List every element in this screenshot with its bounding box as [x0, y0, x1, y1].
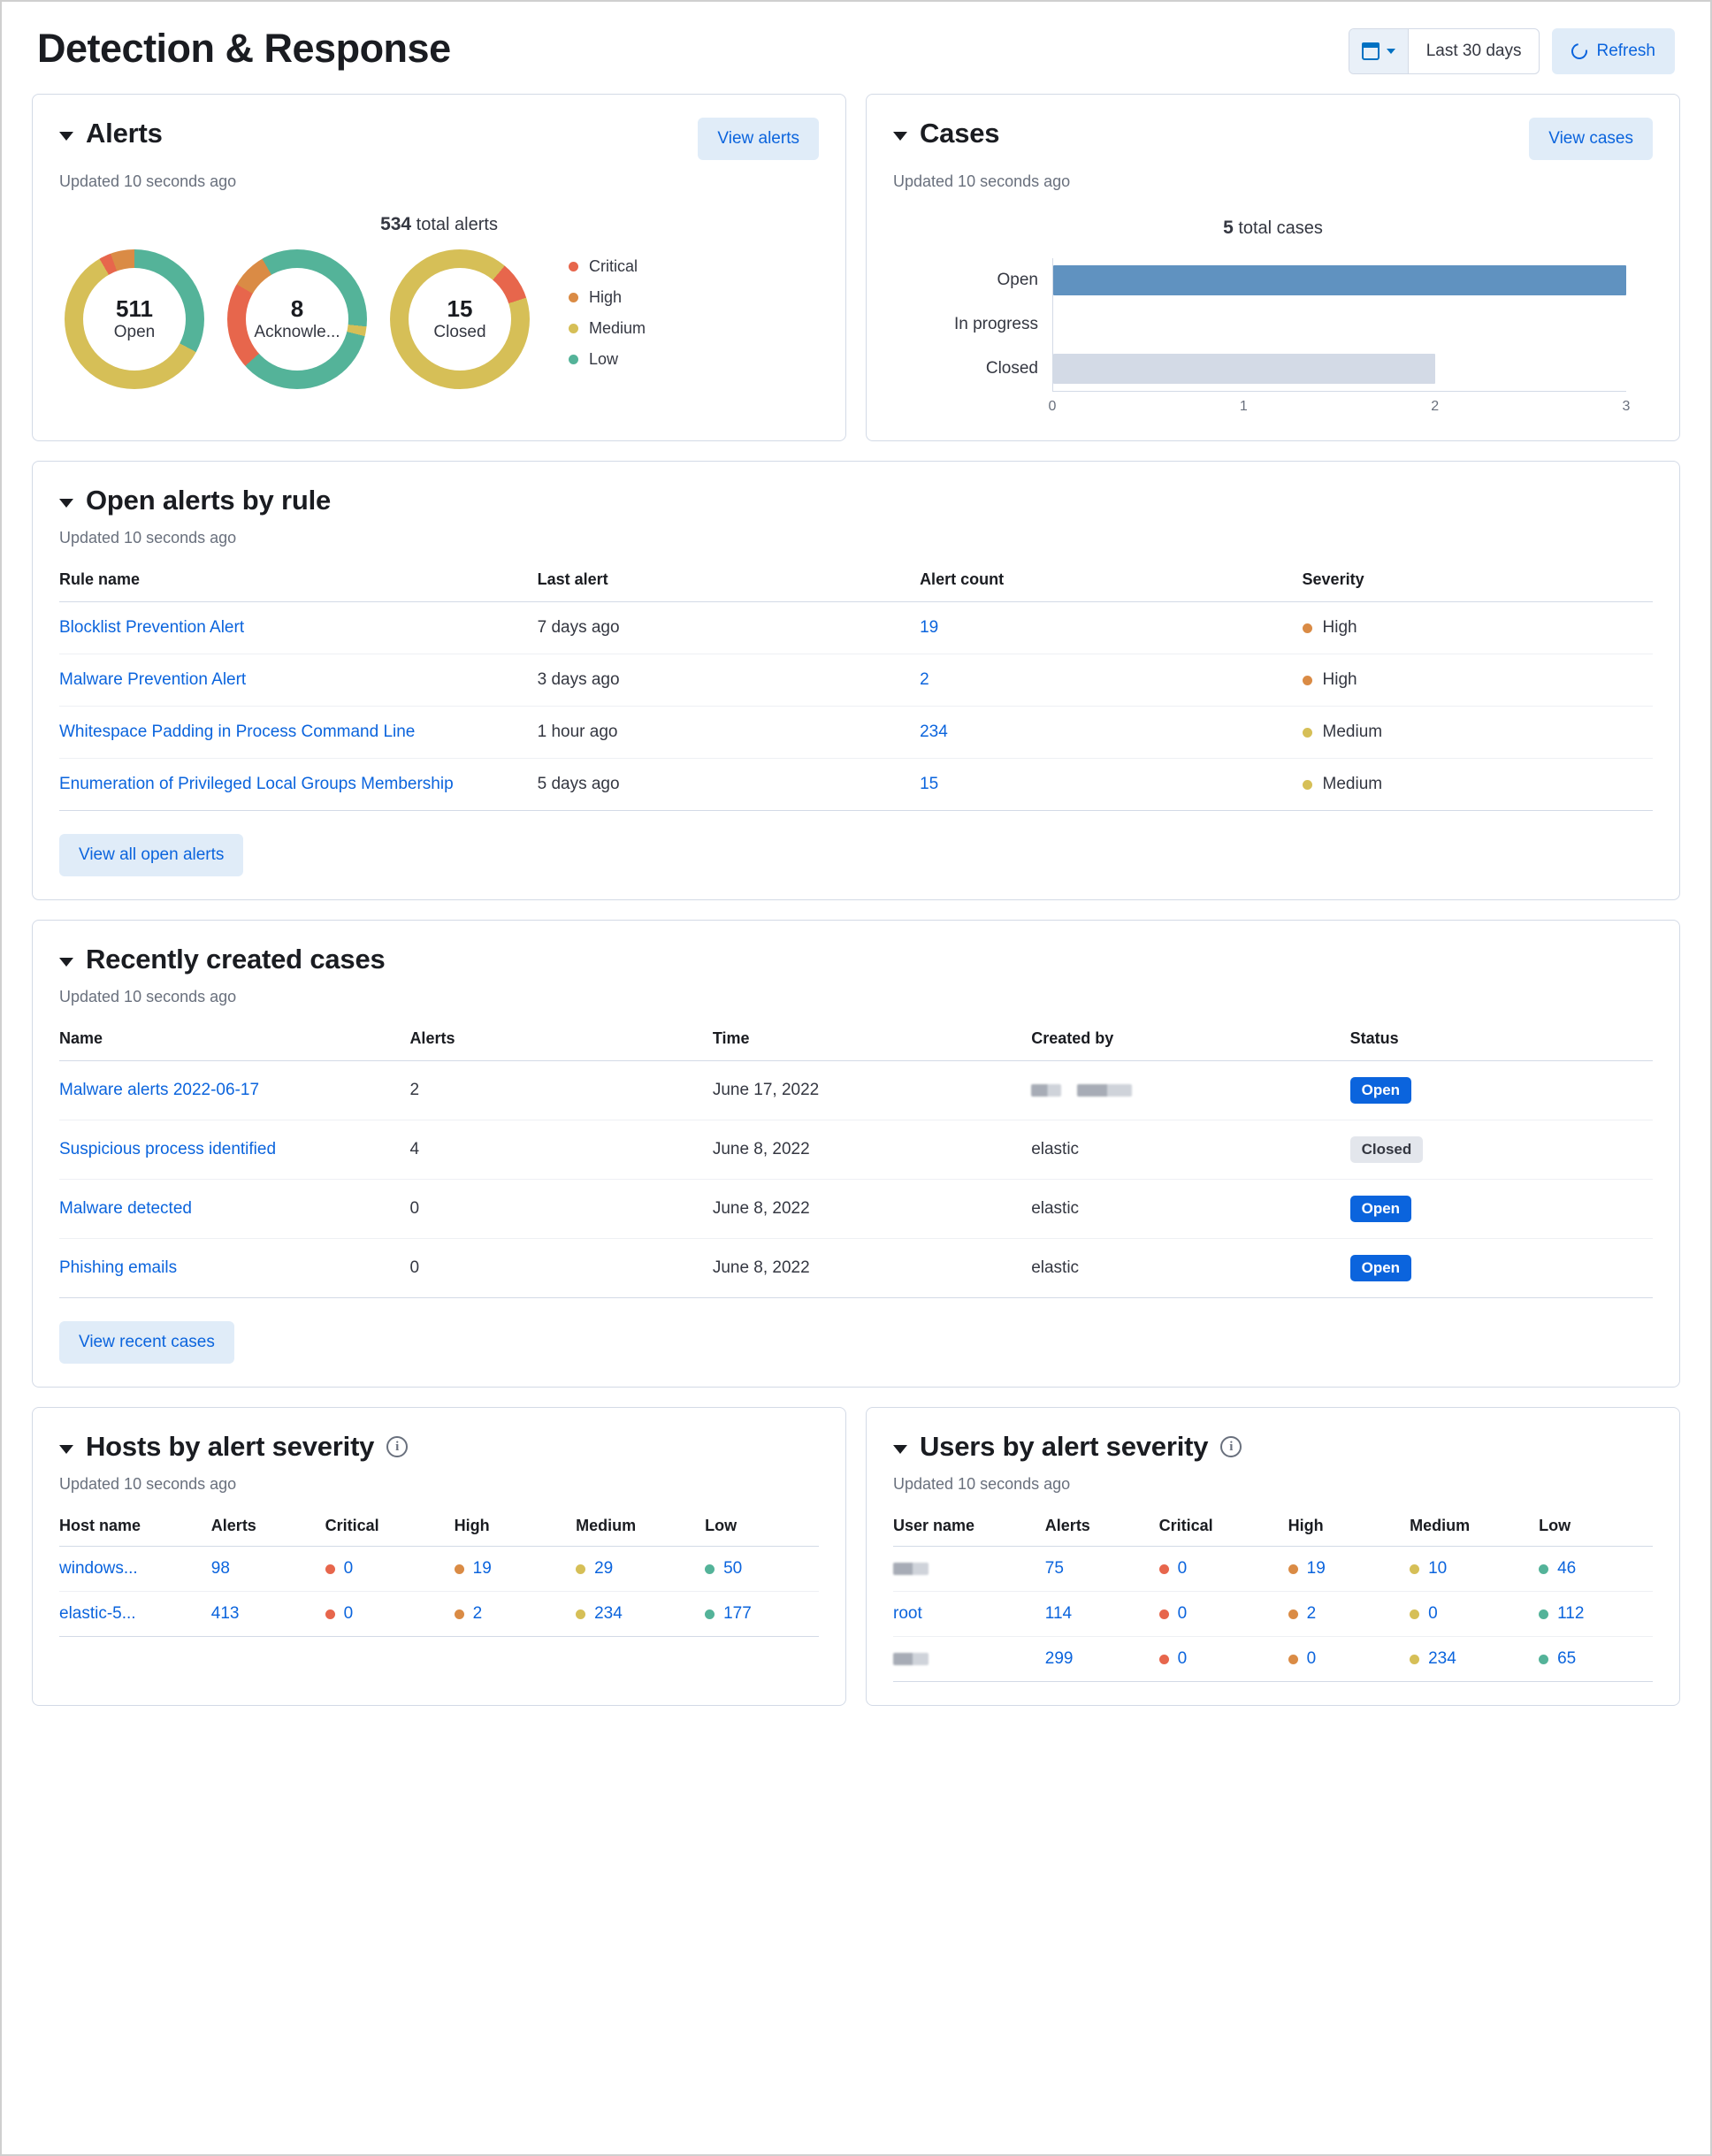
cell-critical	[325, 1592, 455, 1637]
cell-medium	[1410, 1592, 1539, 1637]
cell-low	[1539, 1592, 1653, 1637]
col-host-name: Host name	[59, 1517, 211, 1547]
entity-name-link[interactable]: root	[893, 1604, 922, 1623]
medium-count-link[interactable]: 0	[1428, 1604, 1438, 1623]
cell-case-alerts: 0	[409, 1239, 712, 1298]
alerts-legend	[569, 257, 646, 381]
alerts-count-link[interactable]: 98	[210, 1559, 230, 1578]
col-time: Time	[713, 1029, 1031, 1061]
cell-alerts	[1045, 1547, 1159, 1592]
cell-last-alert: 1 hour ago	[538, 707, 920, 759]
info-icon[interactable]: i	[386, 1436, 408, 1457]
severity-dot-medium-icon	[1410, 1564, 1419, 1574]
severity-dot-low-icon	[569, 355, 578, 364]
status-badge: Closed	[1350, 1136, 1424, 1163]
cell-alerts	[211, 1592, 325, 1637]
cell-severity	[1303, 759, 1653, 811]
donut-acknowledged-label: Acknowle...	[254, 322, 340, 341]
calendar-icon	[1362, 42, 1380, 60]
col-created-by: Created by	[1031, 1029, 1349, 1061]
bar-label-open: Open	[997, 271, 1038, 289]
entity-name-link[interactable]: elastic-5...	[59, 1604, 136, 1623]
cell-high	[1288, 1592, 1410, 1637]
severity-label: High	[1322, 618, 1357, 637]
cases-chart-x-axis	[1048, 391, 1631, 417]
redacted-text	[1031, 1084, 1061, 1097]
view-cases-button[interactable]: View cases	[1529, 118, 1653, 160]
hosts-by-severity-panel	[32, 1407, 846, 1706]
rule-name-link[interactable]: Blocklist Prevention Alert	[59, 618, 245, 637]
severity-dot-critical-icon	[1159, 1609, 1169, 1619]
medium-count-link[interactable]: 234	[1428, 1649, 1456, 1668]
col-severity: Severity	[1303, 570, 1653, 602]
low-count-link[interactable]: 50	[723, 1559, 743, 1578]
case-name-link[interactable]: Suspicious process identified	[59, 1140, 277, 1158]
calendar-dropdown-button[interactable]	[1349, 29, 1409, 73]
col-host-medium: Medium	[576, 1517, 705, 1547]
hosts-title-wrap	[59, 1431, 819, 1463]
critical-count-link[interactable]: 0	[343, 1559, 354, 1578]
entity-name-link[interactable]: windows...	[59, 1559, 138, 1578]
refresh-button[interactable]	[1552, 28, 1675, 74]
table-row	[59, 1180, 1653, 1239]
legend-label-critical: Critical	[589, 257, 638, 275]
recent-cases-panel	[32, 920, 1680, 1388]
severity-dot-icon	[1303, 623, 1312, 633]
legend-item-high[interactable]	[569, 288, 646, 307]
cell-critical	[325, 1547, 455, 1592]
table-row	[59, 707, 1653, 759]
donut-closed-center	[409, 268, 511, 371]
cell-rule-name	[59, 654, 538, 707]
open-alerts-title-wrap	[59, 485, 1653, 516]
cell-case-status	[1350, 1180, 1653, 1239]
cell-case-status	[1350, 1061, 1653, 1120]
cases-total-suffix: total cases	[1238, 218, 1323, 238]
chevron-down-icon[interactable]	[893, 132, 907, 141]
cell-case-name	[59, 1239, 409, 1298]
critical-count-link[interactable]: 0	[343, 1604, 354, 1623]
cell-severity	[1303, 707, 1653, 759]
severity-dot-medium-icon	[1410, 1655, 1419, 1664]
alerts-panel-header	[59, 118, 819, 160]
severity-dot-low-icon	[1539, 1609, 1548, 1619]
cell-created-by: elastic	[1031, 1120, 1349, 1180]
legend-label-high: High	[589, 288, 623, 306]
chevron-down-icon[interactable]	[59, 499, 73, 508]
severity-dot-high-icon	[455, 1609, 464, 1619]
alert-count-link[interactable]: 15	[920, 775, 939, 793]
table-row	[893, 1547, 1653, 1592]
open-alerts-table-header-row	[59, 570, 1653, 602]
severity-dot-medium-icon	[576, 1609, 585, 1619]
redacted-name	[893, 1653, 929, 1665]
medium-count-link[interactable]: 29	[594, 1559, 614, 1578]
severity-dot-medium-icon	[1410, 1609, 1419, 1619]
col-host-low: Low	[705, 1517, 819, 1547]
open-alerts-table-body	[59, 602, 1653, 811]
hosts-table	[59, 1517, 819, 1637]
hosts-table-header-row	[59, 1517, 819, 1547]
cell-critical	[1159, 1547, 1288, 1592]
alerts-count-link[interactable]: 413	[210, 1604, 240, 1623]
table-row	[59, 759, 1653, 811]
severity-dot-high-icon	[455, 1564, 464, 1574]
col-user-critical: Critical	[1159, 1517, 1288, 1547]
alerts-panel	[32, 94, 846, 441]
open-alerts-by-rule-panel	[32, 461, 1680, 900]
critical-count-link[interactable]: 0	[1177, 1604, 1188, 1623]
info-icon[interactable]: i	[1220, 1436, 1242, 1457]
col-user-name: User name	[893, 1517, 1045, 1547]
chevron-down-icon[interactable]	[59, 1445, 73, 1454]
hosts-panel-title: Hosts by alert severity	[86, 1431, 375, 1462]
cases-updated-text: Updated 10 seconds ago	[893, 172, 1071, 190]
redacted-name	[893, 1563, 929, 1575]
date-picker[interactable]	[1349, 28, 1540, 74]
users-title-wrap	[893, 1431, 1653, 1463]
alerts-panel-title: Alerts	[86, 118, 163, 149]
alert-count-link[interactable]: 2	[920, 670, 929, 689]
cell-entity-name	[59, 1592, 211, 1637]
severity-dot-critical-icon	[1159, 1564, 1169, 1574]
axis-tick: 1	[1239, 399, 1248, 414]
bar-row-open	[902, 258, 1626, 302]
severity-dot-high-icon	[569, 293, 578, 302]
severity-dot-low-icon	[705, 1609, 715, 1619]
chevron-down-icon[interactable]	[59, 958, 73, 967]
refresh-icon	[1569, 40, 1591, 62]
alerts-title-wrap	[59, 118, 163, 149]
table-row	[59, 1239, 1653, 1298]
recent-cases-title-wrap	[59, 944, 1653, 975]
cell-case-name	[59, 1180, 409, 1239]
cases-panel-header	[893, 118, 1653, 160]
view-recent-cases-button[interactable]: View recent cases	[59, 1321, 234, 1364]
cases-panel-title: Cases	[920, 118, 1000, 149]
rule-name-link[interactable]: Malware Prevention Alert	[59, 670, 247, 689]
severity-dot-critical-icon	[325, 1609, 335, 1619]
cell-alerts	[1045, 1637, 1159, 1682]
axis-tick: 0	[1048, 399, 1057, 414]
cell-case-time: June 8, 2022	[713, 1120, 1031, 1180]
users-updated-text: Updated 10 seconds ago	[893, 1475, 1071, 1493]
users-table-body	[893, 1547, 1653, 1682]
severity-dot-icon	[1303, 728, 1312, 738]
high-count-link[interactable]: 19	[472, 1559, 492, 1578]
cell-alert-count	[920, 602, 1302, 654]
severity-dot-low-icon	[1539, 1564, 1548, 1574]
chevron-down-icon[interactable]	[59, 132, 73, 141]
cell-alert-count	[920, 654, 1302, 707]
hosts-table-body	[59, 1547, 819, 1637]
alerts-count-link[interactable]: 75	[1044, 1559, 1064, 1578]
severity-dot-low-icon	[705, 1564, 715, 1574]
legend-item-low[interactable]	[569, 350, 646, 369]
severity-dot-critical-icon	[1159, 1655, 1169, 1664]
cell-case-status	[1350, 1239, 1653, 1298]
cases-panel	[866, 94, 1680, 441]
low-count-link[interactable]: 112	[1557, 1604, 1585, 1623]
cell-created-by: elastic	[1031, 1239, 1349, 1298]
cell-low	[705, 1547, 819, 1592]
chevron-down-icon	[1387, 49, 1395, 54]
severity-dot-critical-icon	[325, 1564, 335, 1574]
open-alerts-updated-text: Updated 10 seconds ago	[59, 529, 237, 547]
severity-dot-high-icon	[1288, 1655, 1298, 1664]
bar-track-open	[1052, 258, 1626, 302]
cell-entity-name	[59, 1547, 211, 1592]
cell-case-alerts: 0	[409, 1180, 712, 1239]
col-user-medium: Medium	[1410, 1517, 1539, 1547]
alert-count-link[interactable]: 19	[920, 618, 939, 637]
low-count-link[interactable]: 46	[1557, 1559, 1577, 1578]
cell-case-time: June 17, 2022	[713, 1061, 1031, 1120]
cell-alert-count	[920, 707, 1302, 759]
cell-medium	[1410, 1637, 1539, 1682]
donut-closed-label: Closed	[433, 322, 486, 341]
cell-created-by: elastic	[1031, 1180, 1349, 1239]
cell-rule-name	[59, 602, 538, 654]
status-badge: Open	[1350, 1196, 1411, 1222]
cell-entity-name	[893, 1547, 1045, 1592]
severity-dot-medium-icon	[569, 324, 578, 333]
col-host-critical: Critical	[325, 1517, 455, 1547]
donut-open-center	[83, 268, 186, 371]
medium-count-link[interactable]: 234	[594, 1604, 623, 1623]
users-table	[893, 1517, 1653, 1682]
cell-severity	[1303, 602, 1653, 654]
table-row	[893, 1637, 1653, 1682]
axis-tick: 2	[1431, 399, 1440, 414]
col-host-high: High	[455, 1517, 576, 1547]
refresh-button-label: Refresh	[1596, 42, 1655, 60]
severity-dot-high-icon	[1288, 1564, 1298, 1574]
col-name: Name	[59, 1029, 409, 1061]
col-host-alerts: Alerts	[211, 1517, 325, 1547]
donut-closed-value: 15	[447, 294, 473, 322]
cases-total-count: 5	[1223, 218, 1234, 238]
users-by-severity-panel	[866, 1407, 1680, 1706]
alerts-total-suffix: total alerts	[416, 215, 498, 234]
col-user-alerts: Alerts	[1045, 1517, 1159, 1547]
cell-last-alert: 7 days ago	[538, 602, 920, 654]
bar-open[interactable]	[1053, 265, 1626, 295]
donut-open-value: 511	[116, 294, 153, 322]
critical-count-link[interactable]: 0	[1177, 1649, 1188, 1668]
col-rule-name: Rule name	[59, 570, 538, 602]
high-count-link[interactable]: 0	[1306, 1649, 1317, 1668]
cell-case-time: June 8, 2022	[713, 1180, 1031, 1239]
page-title: Detection & Response	[37, 26, 451, 71]
table-row	[59, 654, 1653, 707]
cell-critical	[1159, 1637, 1288, 1682]
alerts-count-link[interactable]: 114	[1044, 1604, 1073, 1623]
severity-dot-high-icon	[1288, 1609, 1298, 1619]
cell-high	[1288, 1637, 1410, 1682]
recent-cases-table-header-row	[59, 1029, 1653, 1061]
cell-rule-name	[59, 759, 538, 811]
status-badge: Open	[1350, 1077, 1411, 1104]
severity-dot-low-icon	[1539, 1655, 1548, 1664]
case-name-link[interactable]: Malware detected	[59, 1199, 192, 1218]
table-row	[59, 1592, 819, 1637]
cell-last-alert: 3 days ago	[538, 654, 920, 707]
cell-case-name	[59, 1120, 409, 1180]
col-user-low: Low	[1539, 1517, 1653, 1547]
cell-high	[455, 1547, 576, 1592]
bar-track-closed	[1052, 347, 1626, 391]
users-table-header-row	[893, 1517, 1653, 1547]
donut-acknowledged[interactable]	[227, 249, 367, 389]
cell-entity-name	[893, 1592, 1045, 1637]
severity-dot-icon	[1303, 676, 1312, 685]
table-row	[59, 602, 1653, 654]
bar-track-inprogress	[1052, 302, 1626, 347]
bar-label-closed: Closed	[985, 359, 1038, 378]
recent-cases-panel-title: Recently created cases	[86, 944, 386, 975]
cell-high	[455, 1592, 576, 1637]
medium-count-link[interactable]: 10	[1428, 1559, 1448, 1578]
alerts-total-count: 534	[380, 214, 412, 234]
alerts-donut-row	[59, 249, 819, 389]
status-badge: Open	[1350, 1255, 1411, 1281]
table-row	[59, 1061, 1653, 1120]
legend-item-medium[interactable]	[569, 319, 646, 338]
cell-case-time: June 8, 2022	[713, 1239, 1031, 1298]
cell-medium	[1410, 1547, 1539, 1592]
alerts-total	[59, 214, 819, 235]
cell-medium	[576, 1592, 705, 1637]
cell-last-alert: 5 days ago	[538, 759, 920, 811]
cell-case-alerts: 4	[409, 1120, 712, 1180]
low-count-link[interactable]: 65	[1557, 1649, 1577, 1668]
cell-low	[1539, 1547, 1653, 1592]
case-name-link[interactable]: Phishing emails	[59, 1258, 178, 1277]
donut-open-label: Open	[113, 322, 156, 341]
cases-title-wrap	[893, 118, 999, 149]
rule-name-link[interactable]: Whitespace Padding in Process Command Line	[59, 722, 416, 741]
severity-label: Medium	[1322, 722, 1383, 741]
recent-cases-table-body	[59, 1061, 1653, 1298]
header-controls	[1349, 28, 1675, 74]
axis-tick: 3	[1622, 399, 1631, 414]
cell-low	[705, 1592, 819, 1637]
legend-label-medium: Medium	[589, 319, 646, 337]
alerts-count-link[interactable]: 299	[1044, 1649, 1074, 1668]
cell-low	[1539, 1637, 1653, 1682]
high-count-link[interactable]: 19	[1306, 1559, 1326, 1578]
recent-cases-table	[59, 1029, 1653, 1298]
open-alerts-panel-title: Open alerts by rule	[86, 485, 332, 516]
donut-acknowledged-center	[246, 268, 348, 371]
legend-label-low: Low	[589, 350, 619, 368]
page-header	[32, 21, 1680, 74]
donut-open[interactable]	[65, 249, 204, 389]
alerts-updated-text: Updated 10 seconds ago	[59, 172, 237, 190]
severity-dot-medium-icon	[576, 1564, 585, 1574]
severity-dot-icon	[1303, 780, 1312, 790]
cell-medium	[576, 1547, 705, 1592]
severity-dot-critical-icon	[569, 262, 578, 271]
cell-severity	[1303, 654, 1653, 707]
bar-row-inprogress	[902, 302, 1626, 347]
hosts-users-row	[32, 1407, 1680, 1706]
cell-rule-name	[59, 707, 538, 759]
table-row	[59, 1547, 819, 1592]
alert-count-link[interactable]: 234	[920, 722, 948, 741]
donut-acknowledged-value: 8	[290, 294, 304, 322]
view-all-open-alerts-button[interactable]: View all open alerts	[59, 834, 243, 876]
recent-cases-updated-text: Updated 10 seconds ago	[59, 988, 237, 1005]
cases-total	[893, 218, 1653, 239]
alerts-cases-row	[32, 94, 1680, 441]
cell-alert-count	[920, 759, 1302, 811]
cell-alerts	[211, 1547, 325, 1592]
critical-count-link[interactable]: 0	[1177, 1559, 1188, 1578]
donut-closed[interactable]	[390, 249, 530, 389]
cell-case-alerts: 2	[409, 1061, 712, 1120]
col-last-alert: Last alert	[538, 570, 920, 602]
table-row	[59, 1120, 1653, 1180]
rule-name-link[interactable]: Enumeration of Privileged Local Groups Membership	[59, 775, 454, 793]
col-alerts: Alerts	[409, 1029, 712, 1061]
high-count-link[interactable]: 2	[1306, 1604, 1317, 1623]
case-name-link[interactable]: Malware alerts 2022-06-17	[59, 1081, 260, 1099]
col-status: Status	[1350, 1029, 1653, 1061]
cell-entity-name	[893, 1637, 1045, 1682]
bar-label-inprogress: In progress	[953, 315, 1038, 333]
legend-item-critical[interactable]	[569, 257, 646, 276]
cell-critical	[1159, 1592, 1288, 1637]
bar-row-closed	[902, 347, 1626, 391]
severity-label: Medium	[1322, 775, 1383, 793]
bar-closed[interactable]	[1053, 354, 1435, 384]
high-count-link[interactable]: 2	[472, 1604, 483, 1623]
cell-created-by	[1031, 1061, 1349, 1120]
table-row	[893, 1592, 1653, 1637]
hosts-updated-text: Updated 10 seconds ago	[59, 1475, 237, 1493]
users-panel-title: Users by alert severity	[920, 1431, 1209, 1462]
chevron-down-icon[interactable]	[893, 1445, 907, 1454]
cell-high	[1288, 1547, 1410, 1592]
severity-label: High	[1322, 670, 1357, 689]
date-range-label[interactable]: Last 30 days	[1425, 42, 1522, 60]
cell-case-name	[59, 1061, 409, 1120]
col-user-high: High	[1288, 1517, 1410, 1547]
redacted-text	[1077, 1084, 1132, 1097]
col-alert-count: Alert count	[920, 570, 1302, 602]
cell-case-status	[1350, 1120, 1653, 1180]
view-alerts-button[interactable]: View alerts	[698, 118, 819, 160]
open-alerts-table	[59, 570, 1653, 811]
cell-alerts	[1045, 1592, 1159, 1637]
low-count-link[interactable]: 177	[723, 1604, 752, 1623]
cases-bar-chart	[893, 258, 1653, 417]
